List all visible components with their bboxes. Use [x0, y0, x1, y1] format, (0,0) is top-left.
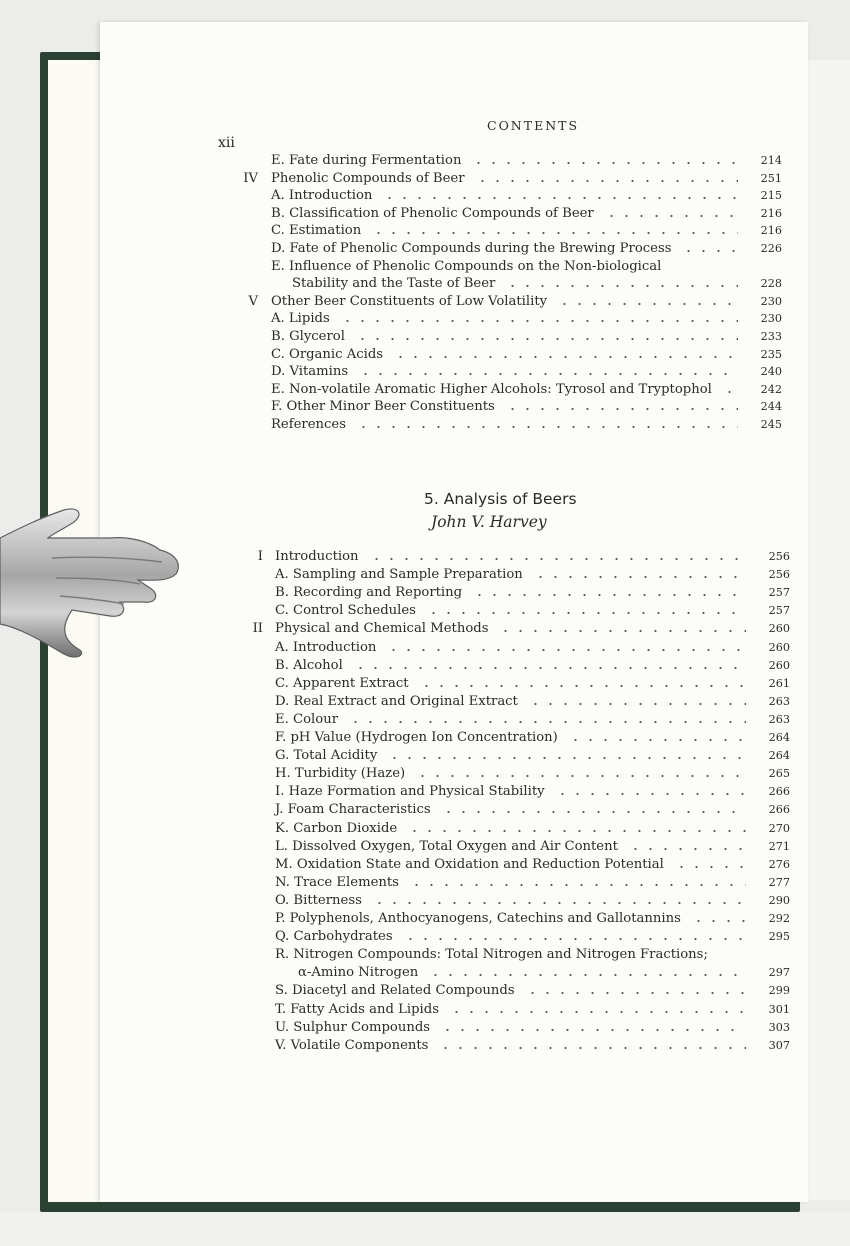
toc-entry-page: 230 [760, 294, 782, 308]
dot-leader [440, 1029, 746, 1031]
toc-entry [0, 206, 850, 224]
toc-entry-page: 303 [768, 1020, 790, 1034]
running-title: CONTENTS [487, 118, 580, 133]
toc-entry-page: 264 [768, 749, 790, 763]
toc-entry-label: A. Lipids [271, 311, 330, 327]
toc-entry [0, 364, 850, 382]
toc-entry [0, 929, 850, 947]
toc-entry-label: B. Recording and Reporting [275, 585, 463, 601]
toc-entry [0, 658, 850, 676]
toc-entry-page: 226 [760, 242, 782, 255]
toc-entry-page: 297 [768, 966, 790, 980]
toc-entry-label: E. Influence of Phenolic Compounds on the Non-biological [271, 258, 662, 274]
dot-leader [628, 848, 746, 850]
toc-entry [0, 382, 850, 400]
toc-entry-label: S. Diacetyl and Related Compounds [275, 983, 515, 999]
toc-entry [0, 153, 850, 171]
toc-entry-page: 266 [768, 785, 790, 799]
dot-leader [557, 303, 738, 305]
dot-leader [415, 775, 746, 777]
toc-entry-page: 292 [768, 912, 790, 925]
toc-entry-number: V [248, 293, 258, 309]
toc-entry-label: D. Fate of Phenolic Compounds during the Brewing Process [271, 241, 672, 256]
toc-entry-label: C. Organic Acids [271, 346, 384, 362]
toc-entry [0, 821, 850, 839]
dot-leader [505, 408, 738, 410]
toc-entry-label: C. Apparent Extract [275, 675, 409, 691]
toc-entry-page: 257 [768, 604, 790, 618]
dot-leader [386, 649, 746, 651]
toc-entry [0, 188, 850, 206]
dot-leader [369, 558, 746, 560]
dot-leader [449, 1011, 746, 1013]
toc-entry [0, 965, 850, 983]
toc-entry-page: 240 [760, 365, 782, 379]
toc-entry-label: K. Carbon Dioxide [275, 820, 398, 836]
toc-entry-page: 260 [768, 622, 790, 636]
dot-leader [393, 356, 738, 358]
toc-entry [0, 911, 850, 929]
toc-entry-label: A. Sampling and Sample Preparation [275, 567, 523, 583]
toc-entry-label: A. Introduction [275, 639, 377, 655]
dot-leader [438, 1047, 746, 1049]
dot-leader [498, 630, 746, 632]
toc-entry-label: E. Fate during Fermentation [271, 153, 462, 168]
toc-entry [0, 694, 850, 712]
toc-entry-page: 216 [760, 224, 782, 238]
dot-leader [407, 830, 746, 832]
toc-entry-page: 307 [768, 1038, 790, 1052]
dot-leader [382, 197, 738, 199]
hand-page-holder [0, 498, 190, 658]
toc-entry-page: 233 [760, 330, 782, 343]
toc-entry-page: 251 [760, 171, 782, 185]
toc-entry-label: I. Haze Formation and Physical Stability [275, 784, 545, 800]
toc-entry [0, 676, 850, 694]
toc-entry-label: R. Nitrogen Compounds: Total Nitrogen and Nitrogen Fractions; [275, 947, 708, 963]
toc-entry-label: D. Real Extract and Original Extract [275, 693, 518, 709]
toc-entry [0, 241, 850, 259]
toc-entry [0, 1002, 850, 1020]
toc-entry [0, 947, 850, 965]
toc-entry [0, 875, 850, 893]
dot-leader [472, 594, 746, 596]
toc-entry-page: 244 [760, 400, 782, 414]
toc-entry-label: B. Glycerol [271, 329, 345, 344]
toc-entry-page: 271 [768, 839, 790, 853]
toc-entry-label: E. Colour [275, 711, 338, 727]
toc-entry-page: 228 [760, 277, 782, 291]
toc-entry-label: G. Total Acidity [275, 748, 378, 764]
toc-entry-page: 245 [760, 418, 782, 431]
toc-entry-label: J. Foam Characteristics [275, 802, 431, 818]
toc-entry [0, 259, 850, 277]
dot-leader [568, 739, 746, 741]
toc-entry-label: Physical and Chemical Methods [275, 621, 489, 637]
dot-leader [441, 811, 746, 813]
dot-leader [419, 685, 746, 687]
toc-entry-page: 301 [768, 1002, 790, 1016]
toc-entry-page: 270 [768, 821, 790, 835]
dot-leader [428, 974, 746, 976]
toc-entry-number: I [257, 549, 263, 564]
toc-entry [0, 983, 850, 1001]
toc-entry-label: Q. Carbohydrates [275, 929, 393, 945]
toc-entry-label: P. Polyphenols, Anthocyanogens, Catechins and Gallotannins [275, 911, 681, 926]
dot-leader [691, 920, 746, 922]
toc-entry-label: References [271, 417, 346, 432]
toc-entry-page: 230 [760, 312, 782, 326]
dot-leader [426, 612, 746, 614]
toc-entry-page: 257 [768, 586, 790, 600]
toc-entry [0, 347, 850, 365]
toc-entry-number: II [252, 621, 263, 637]
toc-entry-page: 263 [768, 694, 790, 708]
toc-entry-label: C. Control Schedules [275, 603, 416, 619]
toc-entry [0, 294, 850, 312]
toc-entry [0, 893, 850, 911]
toc-entry-label: M. Oxidation State and Oxidation and Reduction Potential [275, 856, 664, 872]
toc-entry [0, 311, 850, 329]
dot-leader [604, 215, 738, 217]
dot-leader [353, 667, 746, 669]
dot-leader [358, 373, 738, 375]
chapter-5-title: 5. Analysis of Beers [424, 490, 577, 508]
toc-entry-label: Stability and the Taste of Beer [292, 276, 496, 292]
toc-entry-label: A. Introduction [271, 188, 373, 204]
toc-entry [0, 399, 850, 417]
page-number-roman: xii [218, 135, 235, 151]
toc-entry-label: F. Other Minor Beer Constituents [271, 399, 495, 415]
toc-entry-label: B. Alcohol [275, 657, 343, 673]
toc-entry-page: 264 [768, 731, 790, 744]
toc-entry-label: V. Volatile Components [275, 1037, 429, 1053]
toc-entry-page: 263 [768, 712, 790, 726]
dot-leader [409, 884, 746, 886]
toc-entry-page: 266 [768, 803, 790, 817]
dot-leader [340, 320, 738, 322]
toc-entry [0, 171, 850, 189]
toc-entry-number: IV [243, 170, 258, 186]
toc-entry [0, 223, 850, 241]
dot-leader [674, 866, 746, 868]
dot-leader [533, 576, 746, 578]
dot-leader [525, 992, 746, 994]
toc-entry-label: H. Turbidity (Haze) [275, 766, 406, 782]
toc-entry-label: N. Trace Elements [275, 874, 399, 890]
toc-entry-page: 276 [768, 857, 790, 871]
chapter-5-author: John V. Harvey [431, 513, 547, 531]
toc-entry-page: 260 [768, 658, 790, 672]
toc-entry [0, 748, 850, 766]
toc-entry-label: Other Beer Constituents of Low Volatility [271, 293, 548, 309]
toc-entry-label: B. Classification of Phenolic Compounds of Beer [271, 205, 594, 221]
toc-entry-page: 256 [768, 550, 790, 563]
toc-entry-label: Phenolic Compounds of Beer [271, 170, 465, 186]
toc-entry [0, 766, 850, 784]
toc-entry-label: E. Non-volatile Aromatic Higher Alcohols: Tyrosol and Tryptophol [271, 381, 712, 397]
dot-leader [371, 232, 738, 234]
toc-entry [0, 784, 850, 802]
dot-leader [403, 938, 746, 940]
toc-entry [0, 1038, 850, 1056]
toc-entry-label: U. Sulphur Compounds [275, 1019, 431, 1035]
toc-entry-label: D. Vitamins [271, 364, 349, 380]
toc-entry [0, 730, 850, 748]
dot-leader [355, 338, 738, 340]
table-surface [0, 1212, 850, 1246]
dot-leader [356, 426, 738, 428]
toc-entry-label: T. Fatty Acids and Lipids [275, 1001, 439, 1017]
toc-entry-page: 216 [760, 206, 782, 220]
toc-entry-page: 265 [768, 767, 790, 781]
toc-entry [0, 1020, 850, 1038]
dot-leader [348, 721, 746, 723]
dot-leader [475, 180, 738, 182]
dot-leader [555, 793, 746, 795]
toc-entry [0, 857, 850, 875]
toc-entry-page: 295 [768, 930, 790, 944]
toc-entry [0, 329, 850, 347]
toc-entry [0, 839, 850, 857]
toc-entry-label: L. Dissolved Oxygen, Total Oxygen and Air Content [275, 838, 618, 854]
toc-entry-page: 235 [760, 347, 782, 361]
dot-leader [387, 757, 746, 759]
toc-entry-page: 277 [768, 875, 790, 889]
toc-entry [0, 712, 850, 730]
toc-entry-label: F. pH Value (Hydrogen Ion Concentration) [275, 730, 558, 745]
dot-leader [372, 902, 746, 904]
toc-entry-page: 290 [768, 893, 790, 907]
toc-entry [0, 802, 850, 820]
toc-entry [0, 417, 850, 435]
toc-entry-label: Introduction [275, 549, 359, 564]
toc-entry-label: C. Estimation [271, 223, 362, 239]
toc-entry-page: 215 [760, 189, 782, 203]
toc-entry-page: 260 [768, 640, 790, 654]
dot-leader [471, 162, 738, 164]
toc-entry-label: α-Amino Nitrogen [298, 965, 419, 981]
dot-leader [528, 703, 746, 705]
toc-entry-page: 261 [768, 676, 790, 690]
toc-entry [0, 276, 850, 294]
dot-leader [505, 285, 738, 287]
toc-entry-page: 242 [760, 382, 782, 396]
dot-leader [681, 250, 738, 252]
dot-leader [722, 391, 738, 393]
toc-entry-page: 214 [760, 154, 782, 167]
toc-entry-page: 256 [768, 568, 790, 582]
toc-entry-label: O. Bitterness [275, 892, 362, 908]
toc-entry-page: 299 [768, 984, 790, 998]
